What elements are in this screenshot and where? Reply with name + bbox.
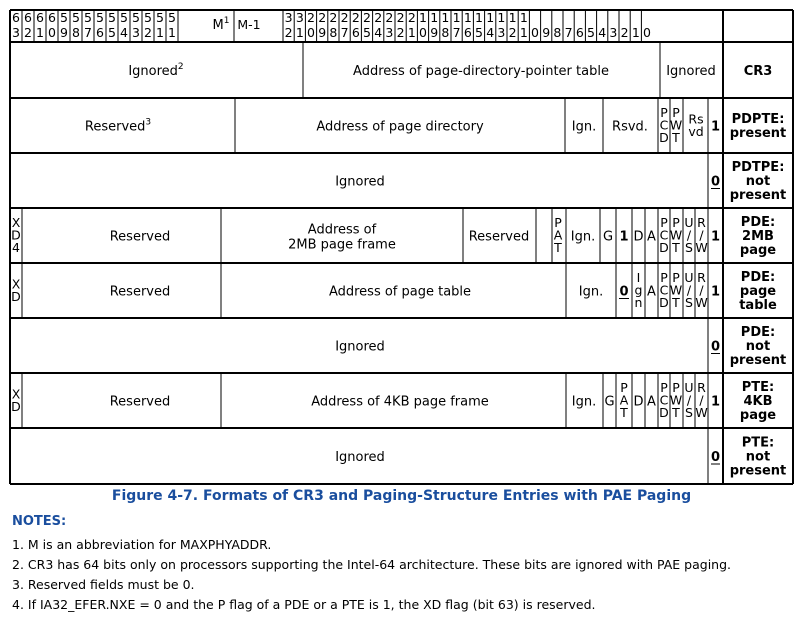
pde2mb-reserved2-field: Reserved bbox=[468, 229, 530, 245]
bit-number-ones: 7 bbox=[564, 25, 573, 40]
bit-number-ones: 5 bbox=[475, 25, 483, 40]
pde2mb-pcd-flag: P bbox=[660, 215, 668, 230]
bit-number-ones: 0 bbox=[419, 25, 427, 40]
pde2mb-pcd-flag: D bbox=[659, 240, 669, 255]
bit-number-ones: 9 bbox=[60, 25, 68, 40]
pte-not-present-row-label: PTE: bbox=[741, 435, 775, 451]
pdpte-pwt-flag: T bbox=[672, 130, 680, 145]
pde-table-row-label: PDE: bbox=[740, 269, 776, 285]
pde-table-pwt-flag: W bbox=[669, 282, 683, 298]
bit-number-ones: 0 bbox=[531, 25, 539, 40]
bit-number-tens: 1 bbox=[430, 10, 439, 25]
bit-number-tens: 5 bbox=[72, 10, 80, 25]
pde2mb-pat-flag: P bbox=[554, 215, 562, 230]
bit-number-ones: 6 bbox=[575, 25, 584, 40]
pte-np-ignored-field: Ignored bbox=[335, 450, 385, 465]
bit-number-tens: 1 bbox=[452, 10, 461, 25]
pde2mb-pwt-flag: W bbox=[669, 227, 683, 243]
cr3-address-field: Address of page-directory-pointer table bbox=[353, 64, 609, 79]
pde2mb-us-flag: U bbox=[684, 215, 694, 230]
pde2mb-d-flag: D bbox=[633, 229, 644, 245]
pdpte-present-row-label: present bbox=[729, 125, 787, 141]
bit-number-tens: 5 bbox=[120, 10, 128, 25]
bit-number-ones: 0 bbox=[307, 25, 315, 40]
pte-pat-flag: P bbox=[620, 380, 628, 395]
pde2mb-pat-flag: T bbox=[554, 240, 562, 255]
bit-number-tens: 3 bbox=[284, 10, 293, 25]
bit-number-tens: 1 bbox=[486, 10, 495, 25]
bit-number-ones: 4 bbox=[598, 25, 607, 40]
bit-number-ones: 5 bbox=[108, 25, 116, 40]
pde-table-xd-flag: X bbox=[11, 276, 21, 292]
pde-2mb-row-label: PDE: bbox=[740, 214, 776, 230]
pte-pcd-flag: P bbox=[660, 380, 668, 395]
cr3-ignored-field: Ignored$^2$ bbox=[128, 62, 184, 79]
pdpte-pwt-flag: W bbox=[669, 117, 683, 133]
bit-number-tens: 1 bbox=[497, 10, 506, 25]
pdpte-ign-field: Ign. bbox=[571, 119, 597, 135]
pde-np-bit: 0 bbox=[710, 339, 721, 355]
pde-table-us-flag: / bbox=[686, 282, 692, 298]
bit-number-tens: 3 bbox=[295, 10, 304, 25]
bit-number-tens: 2 bbox=[351, 10, 360, 25]
bit-number-ones: 2 bbox=[620, 25, 629, 40]
bit-number-tens: 1 bbox=[441, 10, 450, 25]
pdpte-np-bit: 0 bbox=[710, 174, 721, 190]
pde-table-ign-field: Ign. bbox=[578, 284, 604, 300]
bit-number-ones: 1 bbox=[168, 25, 176, 40]
cr3-row-label: CR3 bbox=[743, 64, 773, 79]
pte-4kb-row-label: PTE: bbox=[741, 379, 775, 395]
bit-number-ones: 2 bbox=[508, 25, 517, 40]
pde2mb-us-flag: / bbox=[686, 227, 692, 243]
pde-table-ign-bit: n bbox=[634, 295, 643, 310]
bit-number-tens: 2 bbox=[363, 10, 371, 25]
pde-not-present-row-label: present bbox=[729, 352, 787, 368]
pdpte-present-row-label: PDPTE: bbox=[731, 111, 785, 127]
pdpte-np-ignored-field: Ignored bbox=[335, 174, 385, 190]
pde2mb-reserved-field: Reserved bbox=[109, 229, 171, 245]
pde2mb-g-flag: G bbox=[602, 229, 614, 245]
pde-np-ignored-field: Ignored bbox=[335, 339, 385, 355]
bit-number-tens: 5 bbox=[96, 10, 104, 25]
bit-number-tens: 5 bbox=[144, 10, 152, 25]
pte-reserved-field: Reserved bbox=[109, 394, 171, 410]
bit-number-ones: 5 bbox=[363, 25, 371, 40]
bit-number-tens: 5 bbox=[132, 10, 140, 25]
bit-number-tens: 5 bbox=[84, 10, 92, 25]
bit-number-ones: 8 bbox=[329, 25, 338, 40]
pte-4kb-row-label: 4KB bbox=[743, 393, 773, 409]
bit-number-ones: 9 bbox=[542, 25, 551, 40]
bit-number-ones: 2 bbox=[396, 25, 405, 40]
bit-number-ones: 5 bbox=[587, 25, 595, 40]
pdpte-not-present-row-label: present bbox=[729, 187, 787, 203]
bit-number-tens: 6 bbox=[36, 10, 44, 25]
bit-number-tens: 2 bbox=[329, 10, 338, 25]
pte-np-bit: 0 bbox=[710, 450, 721, 465]
bit-number-ones: 3 bbox=[385, 25, 394, 40]
pte-pcd-flag: C bbox=[659, 392, 669, 408]
pde2mb-rw-flag: R bbox=[697, 215, 706, 230]
bit-m-minus-1-label: M-1 bbox=[237, 17, 261, 32]
bit-number-tens: 2 bbox=[374, 10, 383, 25]
pte-us-flag: S bbox=[685, 405, 693, 420]
pde-table-rw-flag: / bbox=[699, 282, 704, 298]
notes-title: NOTES: bbox=[12, 514, 67, 529]
bit-number-ones: 1 bbox=[295, 25, 304, 40]
bit-number-ones: 8 bbox=[72, 25, 80, 40]
bit-number-ones: 4 bbox=[374, 25, 383, 40]
bit-number-tens: 1 bbox=[475, 10, 483, 25]
pte-d-flag: D bbox=[633, 394, 644, 410]
bit-number-ones: 6 bbox=[351, 25, 360, 40]
pde-table-ps-bit: 0 bbox=[619, 284, 629, 300]
pte-present-bit: 1 bbox=[710, 394, 721, 410]
bit-number-tens: 2 bbox=[307, 10, 315, 25]
pde2mb-xd-flag: D bbox=[11, 227, 21, 243]
pde-table-pwt-flag: P bbox=[672, 270, 680, 285]
note-3: 3. Reserved fields must be 0. bbox=[12, 577, 195, 592]
pde2mb-xd-flag: X bbox=[11, 215, 21, 230]
bit-number-tens: 2 bbox=[385, 10, 394, 25]
pte-rw-flag: W bbox=[695, 405, 708, 420]
pte-not-present-row-label: not bbox=[745, 449, 771, 465]
pdpte-not-present-row-label: not bbox=[745, 173, 771, 189]
pde2mb-address-field: 2MB page frame bbox=[288, 237, 396, 253]
bit-number-ones: 1 bbox=[519, 25, 528, 40]
pde2mb-a-flag: A bbox=[647, 229, 656, 245]
pde-table-present-bit: 1 bbox=[710, 284, 721, 300]
pdpte-rsvd-bits: vd bbox=[688, 123, 704, 139]
cr3-ignored-low-field: Ignored bbox=[666, 64, 716, 79]
pte-pat-flag: A bbox=[619, 392, 629, 408]
bit-number-ones: 9 bbox=[318, 25, 327, 40]
bit-number-ones: 6 bbox=[463, 25, 472, 40]
pde-table-xd-flag: D bbox=[11, 288, 21, 304]
bit-number-ones: 4 bbox=[486, 25, 495, 40]
pde-table-rw-flag: R bbox=[697, 270, 706, 285]
pte-g-flag: G bbox=[604, 394, 615, 410]
pde2mb-rw-flag: / bbox=[699, 227, 704, 243]
pdpte-present-bit: 1 bbox=[710, 119, 721, 135]
bit-number-ones: 7 bbox=[340, 25, 349, 40]
pde-table-a-flag: A bbox=[647, 284, 656, 300]
bit-number-ones: 0 bbox=[643, 25, 651, 40]
bit-number-ones: 8 bbox=[553, 25, 562, 40]
bit-number-ones: 1 bbox=[407, 25, 416, 40]
bit-number-ones: 4 bbox=[120, 25, 128, 40]
pde2mb-ps-bit: 1 bbox=[619, 229, 629, 245]
pde-table-pcd-flag: C bbox=[659, 282, 669, 298]
pte-address-field: Address of 4KB page frame bbox=[311, 394, 489, 410]
pde-table-rw-flag: W bbox=[695, 295, 708, 310]
pte-ign-field: Ign. bbox=[571, 394, 597, 410]
pde-table-row-label: table bbox=[739, 297, 777, 313]
pde-table-row-label: page bbox=[739, 283, 777, 299]
bit-number-tens: 1 bbox=[419, 10, 427, 25]
pde-not-present-row-label: PDE: bbox=[740, 324, 776, 340]
bit-number-ones: 8 bbox=[441, 25, 450, 40]
bit-number-ones: 0 bbox=[48, 25, 56, 40]
note-2: 2. CR3 has 64 bits only on processors supporting the Intel-64 architecture. These bits are ignored with PAE paging. bbox=[12, 557, 732, 572]
bit-number-ones: 7 bbox=[84, 25, 92, 40]
pte-xd-flag: X bbox=[11, 386, 21, 402]
pde-2mb-row-label: 2MB bbox=[742, 228, 774, 244]
pte-a-flag: A bbox=[647, 394, 656, 410]
pdpte-not-present-row-label: PDTPE: bbox=[731, 159, 785, 175]
bit-number-ones: 2 bbox=[24, 25, 32, 40]
bit-number-tens: 6 bbox=[48, 10, 56, 25]
pde-table-us-flag: S bbox=[685, 295, 693, 310]
pde-table-pwt-flag: T bbox=[672, 295, 680, 310]
pde2mb-pat-flag: A bbox=[553, 227, 563, 243]
pdpte-address-field: Address of page directory bbox=[316, 119, 484, 135]
bit-number-tens: 5 bbox=[108, 10, 116, 25]
pte-pcd-flag: D bbox=[659, 405, 669, 420]
bit-number-tens: 1 bbox=[519, 10, 528, 25]
pde2mb-rw-flag: W bbox=[695, 240, 708, 255]
bit-number-tens: 5 bbox=[168, 10, 176, 25]
pte-4kb-row-label: page bbox=[739, 407, 777, 423]
bit-number-tens: 1 bbox=[463, 10, 472, 25]
bit-number-tens: 1 bbox=[508, 10, 517, 25]
pde-table-ign-bit: I bbox=[636, 270, 641, 285]
pdpte-pwt-flag: P bbox=[672, 105, 680, 120]
pde-table-pcd-flag: P bbox=[660, 270, 668, 285]
pde2mb-present-bit: 1 bbox=[710, 229, 721, 245]
pte-us-flag: U bbox=[684, 380, 694, 395]
pde-table-us-flag: U bbox=[684, 270, 694, 285]
pte-not-present-row-label: present bbox=[729, 463, 787, 479]
pte-rw-flag: / bbox=[699, 392, 704, 408]
bit-number-ones: 1 bbox=[156, 25, 164, 40]
figure-caption: Figure 4-7. Formats of CR3 and Paging-Structure Entries with PAE Paging bbox=[111, 488, 692, 504]
bit-number-ones: 6 bbox=[96, 25, 104, 40]
pte-pwt-flag: W bbox=[669, 392, 683, 408]
bit-number-tens: 2 bbox=[340, 10, 349, 25]
pdpte-reserved-field: Reserved$^3$ bbox=[84, 117, 152, 135]
pdpte-pcd-flag: P bbox=[660, 105, 668, 120]
pte-pat-flag: T bbox=[620, 405, 628, 420]
bit-number-ones: 9 bbox=[430, 25, 439, 40]
bit-number-ones: 1 bbox=[631, 25, 640, 40]
pde2mb-pwt-flag: T bbox=[672, 240, 680, 255]
pdpte-rsvd-field: Rsvd. bbox=[612, 119, 648, 135]
bit-number-ones: 1 bbox=[36, 25, 44, 40]
pde-table-reserved-field: Reserved bbox=[109, 284, 171, 300]
bit-number-ones: 2 bbox=[144, 25, 152, 40]
bit-number-tens: 6 bbox=[24, 10, 32, 25]
pte-rw-flag: R bbox=[697, 380, 706, 395]
bit-number-ones: 3 bbox=[609, 25, 618, 40]
pde2mb-address-field: Address of bbox=[307, 222, 377, 238]
pde-2mb-row-label: page bbox=[739, 242, 777, 258]
pde2mb-us-flag: S bbox=[685, 240, 693, 255]
bit-number-ones: 2 bbox=[284, 25, 293, 40]
bit-number-tens: 2 bbox=[407, 10, 416, 25]
bit-number-ones: 3 bbox=[132, 25, 140, 40]
bit-number-tens: 2 bbox=[396, 10, 405, 25]
pde-not-present-row-label: not bbox=[745, 338, 771, 354]
pde2mb-ign-field: Ign. bbox=[570, 229, 596, 245]
bit-number-ones: 3 bbox=[12, 25, 20, 40]
bit-number-ones: 7 bbox=[452, 25, 461, 40]
bit-number-ones: 3 bbox=[497, 25, 506, 40]
pte-pwt-flag: P bbox=[672, 380, 680, 395]
pde2mb-xd-flag: 4 bbox=[12, 240, 20, 255]
pde2mb-pwt-flag: P bbox=[672, 215, 680, 230]
note-1: 1. M is an abbreviation for MAXPHYADDR. bbox=[12, 537, 272, 552]
pdpte-pcd-flag: C bbox=[659, 117, 669, 133]
bit-number-tens: 2 bbox=[318, 10, 327, 25]
pte-xd-flag: D bbox=[11, 398, 21, 414]
pde-table-ign-bit: g bbox=[634, 282, 643, 298]
pde2mb-pcd-flag: C bbox=[659, 227, 669, 243]
bit-number-tens: 5 bbox=[156, 10, 164, 25]
pdpte-pcd-flag: D bbox=[659, 130, 669, 145]
pdpte-rsvd-bits: Rs bbox=[688, 111, 704, 127]
bit-number-tens: 5 bbox=[60, 10, 68, 25]
pde-table-address-field: Address of page table bbox=[328, 284, 472, 300]
pte-us-flag: / bbox=[686, 392, 692, 408]
pde-table-pcd-flag: D bbox=[659, 295, 669, 310]
note-4: 4. If IA32_EFER.NXE = 0 and the P flag of a PDE or a PTE is 1, the XD flag (bit 63) is reserved. bbox=[12, 597, 596, 612]
pte-pwt-flag: T bbox=[672, 405, 680, 420]
bit-number-tens: 6 bbox=[12, 10, 20, 25]
bit-m-label: $M^1$ bbox=[212, 16, 230, 33]
